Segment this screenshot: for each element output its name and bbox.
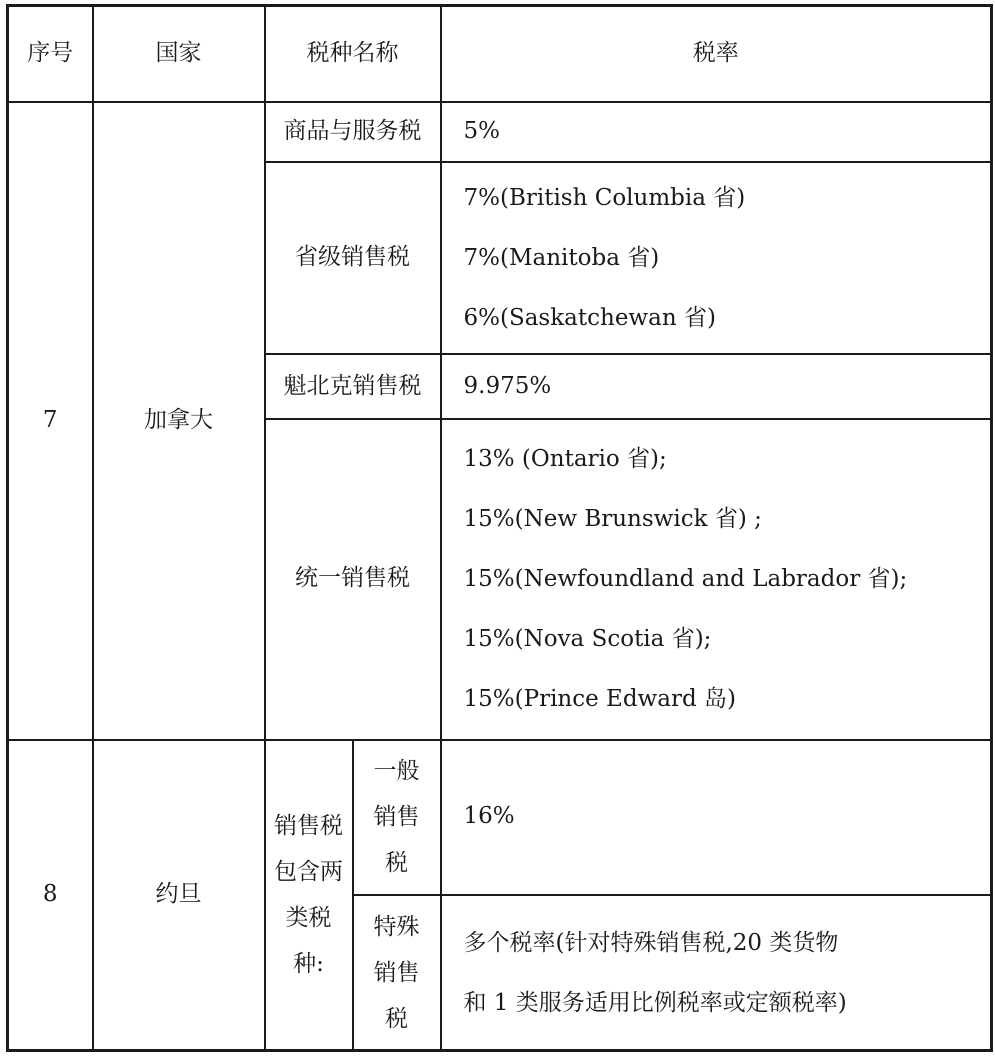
tax-group-label: 销售税 包含两 类税 种: <box>265 740 353 1051</box>
rate-line: 6%(Saskatchewan 省) <box>463 305 716 332</box>
table-row <box>8 740 992 895</box>
row-no-7: 7 <box>8 102 93 740</box>
tax-name: 一般 销售 税 <box>353 740 441 895</box>
tax-rate-table <box>6 4 993 1052</box>
header-tax-name: 税种名称 <box>265 6 441 102</box>
tax-name: 商品与服务税 <box>265 102 441 162</box>
tax-rate <box>441 895 992 1051</box>
tax-rate <box>441 162 992 355</box>
rate-line: 和 1 类服务适用比例税率或定额税率) <box>463 989 847 1016</box>
tax-rate <box>441 419 992 740</box>
tax-name: 特殊 销售 税 <box>353 895 441 1051</box>
rate-line: 多个税率(针对特殊销售税,20 类货物 <box>463 929 839 956</box>
tax-name: 魁北克销售税 <box>265 354 441 418</box>
rate-line: 15%(Prince Edward 岛) <box>463 686 736 713</box>
tax-rate: 9.975% <box>441 354 992 418</box>
rate-line: 15%(Newfoundland and Labrador 省); <box>463 566 908 593</box>
rate-line: 13% (Ontario 省); <box>463 446 667 473</box>
row-no-8: 8 <box>8 740 93 1051</box>
tax-name: 省级销售税 <box>265 162 441 355</box>
header-row <box>8 6 992 102</box>
country-canada: 加拿大 <box>93 102 265 740</box>
rate-line: 7%(Manitoba 省) <box>463 245 660 272</box>
tax-rate: 16% <box>441 740 992 895</box>
country-jordan: 约旦 <box>93 740 265 1051</box>
rate-line: 15%(New Brunswick 省) ; <box>463 506 762 533</box>
header-rate: 税率 <box>441 6 992 102</box>
tax-name: 统一销售税 <box>265 419 441 740</box>
header-no: 序号 <box>8 6 93 102</box>
table-row <box>8 102 992 162</box>
tax-rate: 5% <box>441 102 992 162</box>
rate-line: 7%(British Columbia 省) <box>463 185 746 212</box>
header-country: 国家 <box>93 6 265 102</box>
rate-line: 15%(Nova Scotia 省); <box>463 626 712 653</box>
